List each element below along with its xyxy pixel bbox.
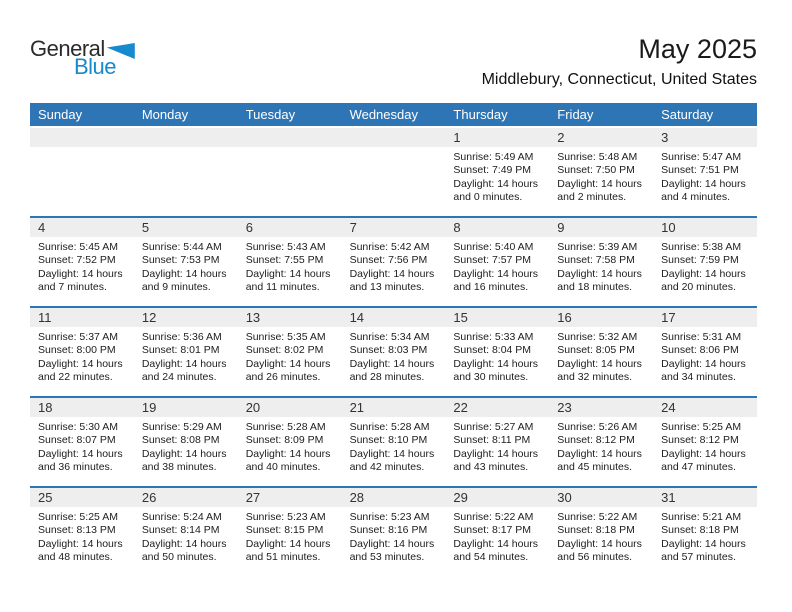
day-cell	[653, 327, 757, 385]
day-number: 10	[661, 220, 676, 235]
logo-text-blue: Blue	[74, 54, 117, 79]
weekday-header-wednesday: Wednesday	[349, 107, 418, 122]
sunset-text: Sunset: 8:16 PM	[349, 524, 428, 537]
week-row-3	[30, 308, 757, 396]
empty-day-number	[238, 128, 342, 147]
sunset-text: Sunset: 8:18 PM	[557, 524, 635, 537]
day-cell	[445, 417, 549, 475]
sunrise-text: Sunrise: 5:25 AM	[661, 421, 742, 433]
sunrise-text: Sunrise: 5:34 AM	[349, 331, 430, 343]
sunrise-text: Sunrise: 5:48 AM	[557, 151, 638, 163]
daylight-minutes-text: and 54 minutes.	[453, 551, 529, 564]
calendar-table	[30, 103, 757, 576]
sunrise-text: Sunrise: 5:49 AM	[453, 151, 534, 163]
sunset-text: Sunset: 7:55 PM	[245, 254, 324, 267]
sunrise-text: Sunrise: 5:30 AM	[38, 421, 118, 433]
day-number: 25	[38, 490, 53, 505]
day-number: 8	[453, 220, 461, 235]
day-cell	[342, 507, 446, 565]
sunrise-text: Sunrise: 5:39 AM	[557, 241, 638, 253]
day-number: 14	[349, 310, 365, 325]
week-row-1	[30, 128, 757, 216]
sunset-text: Sunset: 7:49 PM	[453, 164, 532, 177]
daylight-hours-text: Daylight: 14 hours	[141, 537, 227, 550]
daylight-minutes-text: and 4 minutes.	[661, 191, 731, 204]
daylight-hours-text: Daylight: 14 hours	[661, 267, 746, 280]
sunset-text: Sunset: 7:56 PM	[349, 254, 428, 267]
day-number: 26	[141, 490, 157, 505]
day-cell	[549, 507, 653, 565]
sunrise-text: Sunrise: 5:27 AM	[453, 421, 534, 433]
sunrise-text: Sunrise: 5:31 AM	[661, 331, 742, 343]
sunset-text: Sunset: 8:11 PM	[453, 434, 531, 447]
empty-day-cell	[134, 147, 238, 205]
sunset-text: Sunset: 8:12 PM	[557, 434, 635, 447]
daylight-minutes-text: and 53 minutes.	[349, 551, 425, 564]
daylight-minutes-text: and 16 minutes.	[453, 281, 529, 294]
daylight-minutes-text: and 47 minutes.	[661, 461, 736, 474]
day-number: 19	[141, 400, 157, 415]
sunrise-text: Sunrise: 5:28 AM	[245, 421, 326, 433]
weekday-header-tuesday: Tuesday	[245, 107, 296, 122]
location-subtitle: Middlebury, Connecticut, United States	[481, 71, 757, 89]
daylight-hours-text: Daylight: 14 hours	[453, 177, 539, 190]
title-block	[482, 34, 757, 89]
day-number: 30	[557, 490, 572, 505]
day-cell	[30, 237, 134, 295]
day-number: 6	[245, 220, 253, 235]
daylight-hours-text: Daylight: 14 hours	[557, 537, 642, 550]
daylight-hours-text: Daylight: 14 hours	[245, 357, 331, 370]
daylight-hours-text: Daylight: 14 hours	[453, 357, 539, 370]
day-cell	[342, 327, 446, 385]
daylight-hours-text: Daylight: 14 hours	[38, 447, 123, 460]
day-number: 11	[38, 310, 52, 325]
sunrise-text: Sunrise: 5:47 AM	[661, 151, 742, 163]
weekday-header-thursday: Thursday	[453, 107, 508, 122]
day-number-band	[30, 308, 757, 327]
day-number: 22	[453, 400, 468, 415]
day-cells-row	[30, 507, 757, 565]
day-number: 13	[245, 310, 261, 325]
daylight-minutes-text: and 42 minutes.	[349, 461, 425, 474]
sunrise-text: Sunrise: 5:32 AM	[557, 331, 638, 343]
sunset-text: Sunset: 7:50 PM	[557, 164, 635, 177]
weekday-header-row	[30, 103, 757, 126]
daylight-minutes-text: and 50 minutes.	[141, 551, 217, 564]
daylight-hours-text: Daylight: 14 hours	[557, 357, 642, 370]
day-cell	[134, 327, 238, 385]
daylight-minutes-text: and 34 minutes.	[661, 371, 736, 384]
sunset-text: Sunset: 7:53 PM	[141, 254, 220, 267]
daylight-minutes-text: and 9 minutes.	[141, 281, 211, 294]
daylight-minutes-text: and 38 minutes.	[141, 461, 217, 474]
sunset-text: Sunset: 7:52 PM	[38, 254, 116, 267]
daylight-hours-text: Daylight: 14 hours	[661, 447, 746, 460]
daylight-minutes-text: and 28 minutes.	[349, 371, 425, 384]
sunset-text: Sunset: 7:58 PM	[557, 254, 635, 267]
day-number: 16	[557, 310, 572, 325]
day-number: 9	[557, 220, 565, 235]
sunset-text: Sunset: 8:12 PM	[661, 434, 739, 447]
sunrise-text: Sunrise: 5:37 AM	[38, 331, 118, 343]
daylight-minutes-text: and 22 minutes.	[38, 371, 113, 384]
daylight-minutes-text: and 45 minutes.	[557, 461, 632, 474]
day-cell	[549, 327, 653, 385]
day-cell	[30, 327, 134, 385]
general-blue-logo	[30, 36, 135, 80]
daylight-hours-text: Daylight: 14 hours	[141, 267, 227, 280]
daylight-hours-text: Daylight: 14 hours	[38, 537, 123, 550]
day-cell	[549, 147, 653, 205]
sunset-text: Sunset: 8:17 PM	[453, 524, 532, 537]
daylight-minutes-text: and 43 minutes.	[453, 461, 529, 474]
daylight-hours-text: Daylight: 14 hours	[38, 267, 123, 280]
month-title: May 2025	[638, 34, 757, 64]
sunrise-text: Sunrise: 5:38 AM	[661, 241, 742, 253]
day-cell	[342, 237, 446, 295]
daylight-hours-text: Daylight: 14 hours	[557, 177, 642, 190]
sunset-text: Sunset: 8:18 PM	[661, 524, 739, 537]
daylight-minutes-text: and 7 minutes.	[38, 281, 107, 294]
sunset-text: Sunset: 7:51 PM	[661, 164, 739, 177]
day-cell	[653, 147, 757, 205]
day-number: 27	[245, 490, 261, 505]
day-cells-row	[30, 237, 757, 295]
sunrise-text: Sunrise: 5:33 AM	[453, 331, 534, 343]
daylight-minutes-text: and 26 minutes.	[245, 371, 321, 384]
sunset-text: Sunset: 8:14 PM	[141, 524, 220, 537]
sunset-text: Sunset: 8:02 PM	[245, 344, 324, 357]
daylight-minutes-text: and 30 minutes.	[453, 371, 529, 384]
sunset-text: Sunset: 8:13 PM	[38, 524, 116, 537]
day-cell	[445, 237, 549, 295]
daylight-minutes-text: and 11 minutes.	[245, 281, 320, 294]
sunrise-text: Sunrise: 5:28 AM	[349, 421, 430, 433]
weekday-header-monday: Monday	[141, 107, 189, 122]
day-number-band	[30, 218, 757, 237]
day-number: 17	[661, 310, 676, 325]
day-number: 12	[141, 310, 157, 325]
sunset-text: Sunset: 8:05 PM	[557, 344, 635, 357]
sunset-text: Sunset: 8:01 PM	[141, 344, 220, 357]
daylight-hours-text: Daylight: 14 hours	[349, 447, 435, 460]
logo-text-general: General	[30, 36, 105, 61]
sunset-text: Sunset: 7:59 PM	[661, 254, 739, 267]
sunrise-text: Sunrise: 5:45 AM	[38, 241, 118, 253]
empty-day-cell	[30, 147, 134, 205]
day-cell	[653, 417, 757, 475]
day-number: 18	[38, 400, 53, 415]
daylight-minutes-text: and 36 minutes.	[38, 461, 113, 474]
sunset-text: Sunset: 8:03 PM	[349, 344, 428, 357]
sunset-text: Sunset: 7:57 PM	[453, 254, 532, 267]
day-cell	[445, 147, 549, 205]
weekday-header-friday: Friday	[557, 107, 594, 122]
day-number: 23	[557, 400, 572, 415]
calendar-body	[30, 128, 757, 576]
day-number: 5	[141, 220, 150, 235]
day-cell	[134, 237, 238, 295]
week-row-2	[30, 218, 757, 306]
sunset-text: Sunset: 8:08 PM	[141, 434, 220, 447]
sunset-text: Sunset: 8:00 PM	[38, 344, 116, 357]
day-number: 28	[349, 490, 365, 505]
day-number-band	[30, 128, 757, 147]
sunrise-text: Sunrise: 5:23 AM	[245, 511, 326, 523]
daylight-hours-text: Daylight: 14 hours	[557, 267, 642, 280]
sunset-text: Sunset: 8:07 PM	[38, 434, 116, 447]
sunrise-text: Sunrise: 5:26 AM	[557, 421, 638, 433]
weekday-header-sunday: Sunday	[38, 107, 83, 122]
day-number: 1	[453, 130, 461, 145]
daylight-hours-text: Daylight: 14 hours	[661, 177, 746, 190]
daylight-minutes-text: and 48 minutes.	[38, 551, 113, 564]
daylight-hours-text: Daylight: 14 hours	[349, 267, 435, 280]
day-cells-row	[30, 417, 757, 475]
day-number: 7	[349, 220, 357, 235]
daylight-minutes-text: and 51 minutes.	[245, 551, 321, 564]
empty-day-cell	[238, 147, 342, 205]
sunrise-text: Sunrise: 5:35 AM	[245, 331, 326, 343]
daylight-hours-text: Daylight: 14 hours	[141, 357, 227, 370]
sunset-text: Sunset: 8:10 PM	[349, 434, 428, 447]
day-cell	[134, 507, 238, 565]
day-cell	[653, 507, 757, 565]
day-cell	[238, 417, 342, 475]
daylight-hours-text: Daylight: 14 hours	[349, 537, 435, 550]
day-cell	[30, 417, 134, 475]
day-number: 2	[557, 130, 565, 145]
day-number: 3	[661, 130, 669, 145]
sunrise-text: Sunrise: 5:44 AM	[141, 241, 222, 253]
daylight-hours-text: Daylight: 14 hours	[453, 267, 539, 280]
daylight-minutes-text: and 20 minutes.	[661, 281, 736, 294]
daylight-hours-text: Daylight: 14 hours	[349, 357, 435, 370]
daylight-hours-text: Daylight: 14 hours	[661, 357, 746, 370]
day-number: 31	[661, 490, 676, 505]
daylight-minutes-text: and 13 minutes.	[349, 281, 425, 294]
week-row-4	[30, 398, 757, 486]
daylight-hours-text: Daylight: 14 hours	[245, 267, 331, 280]
sunrise-text: Sunrise: 5:40 AM	[453, 241, 534, 253]
daylight-hours-text: Daylight: 14 hours	[453, 447, 539, 460]
sunrise-text: Sunrise: 5:29 AM	[141, 421, 222, 433]
sunrise-text: Sunrise: 5:36 AM	[141, 331, 222, 343]
day-cells-row	[30, 147, 757, 205]
day-number: 21	[349, 400, 365, 415]
daylight-minutes-text: and 40 minutes.	[245, 461, 321, 474]
empty-day-number	[134, 128, 238, 147]
sunset-text: Sunset: 8:06 PM	[661, 344, 739, 357]
day-number-band	[30, 398, 757, 417]
day-number: 29	[453, 490, 468, 505]
sunrise-text: Sunrise: 5:43 AM	[245, 241, 326, 253]
sunset-text: Sunset: 8:04 PM	[453, 344, 532, 357]
day-cell	[342, 417, 446, 475]
daylight-hours-text: Daylight: 14 hours	[557, 447, 642, 460]
daylight-minutes-text: and 2 minutes.	[557, 191, 627, 204]
day-cell	[238, 327, 342, 385]
empty-day-number	[342, 128, 446, 147]
day-number-band	[30, 488, 757, 507]
weekday-header-saturday: Saturday	[661, 107, 714, 122]
day-cell	[653, 237, 757, 295]
day-cell	[238, 507, 342, 565]
sunrise-text: Sunrise: 5:22 AM	[557, 511, 638, 523]
day-cell	[549, 237, 653, 295]
daylight-minutes-text: and 0 minutes.	[453, 191, 523, 204]
day-number: 15	[453, 310, 468, 325]
daylight-minutes-text: and 57 minutes.	[661, 551, 736, 564]
daylight-hours-text: Daylight: 14 hours	[245, 447, 331, 460]
sunrise-text: Sunrise: 5:21 AM	[661, 511, 742, 523]
day-number: 24	[661, 400, 676, 415]
daylight-hours-text: Daylight: 14 hours	[141, 447, 227, 460]
sunrise-text: Sunrise: 5:42 AM	[349, 241, 430, 253]
sunrise-text: Sunrise: 5:24 AM	[141, 511, 222, 523]
day-cell	[238, 237, 342, 295]
day-number: 20	[245, 400, 261, 415]
daylight-hours-text: Daylight: 14 hours	[245, 537, 331, 550]
daylight-minutes-text: and 18 minutes.	[557, 281, 632, 294]
week-row-5	[30, 488, 757, 576]
daylight-minutes-text: and 24 minutes.	[141, 371, 217, 384]
daylight-hours-text: Daylight: 14 hours	[661, 537, 746, 550]
daylight-hours-text: Daylight: 14 hours	[453, 537, 539, 550]
sunrise-text: Sunrise: 5:23 AM	[349, 511, 430, 523]
day-cells-row	[30, 327, 757, 385]
day-cell	[134, 417, 238, 475]
day-number: 4	[38, 220, 46, 235]
daylight-hours-text: Daylight: 14 hours	[38, 357, 123, 370]
day-cell	[549, 417, 653, 475]
empty-day-cell	[342, 147, 446, 205]
day-cell	[445, 507, 549, 565]
sunset-text: Sunset: 8:09 PM	[245, 434, 324, 447]
sunrise-text: Sunrise: 5:22 AM	[453, 511, 534, 523]
day-cell	[30, 507, 134, 565]
daylight-minutes-text: and 32 minutes.	[557, 371, 632, 384]
empty-day-number	[30, 128, 134, 147]
sunset-text: Sunset: 8:15 PM	[245, 524, 324, 537]
day-cell	[445, 327, 549, 385]
sunrise-text: Sunrise: 5:25 AM	[38, 511, 118, 523]
daylight-minutes-text: and 56 minutes.	[557, 551, 632, 564]
